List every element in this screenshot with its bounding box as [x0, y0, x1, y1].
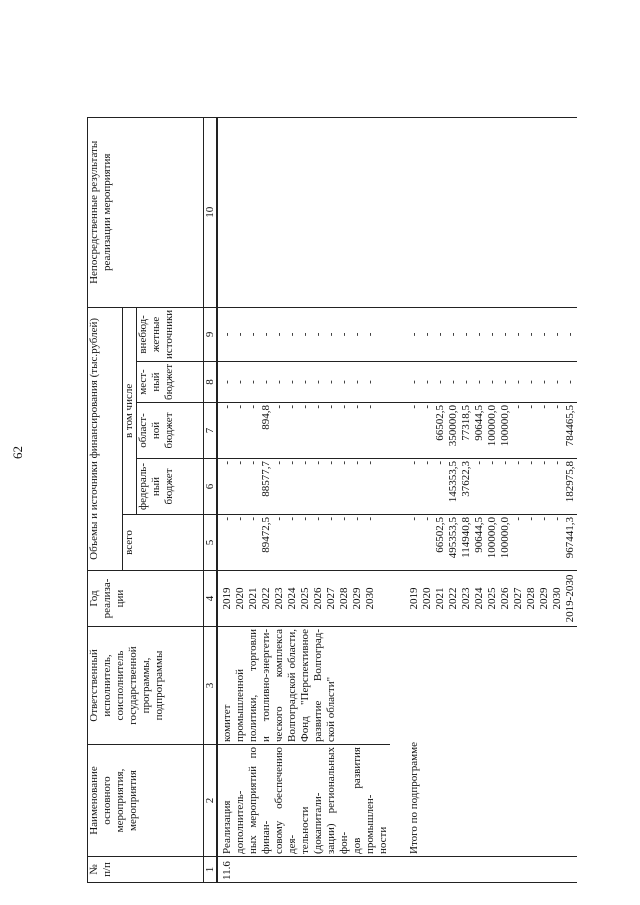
- cell-line: -: [434, 332, 446, 337]
- cell-line: политики, торговли: [247, 629, 259, 742]
- header-regional: област-ной бюджет: [137, 403, 204, 459]
- cell-line: -: [364, 517, 376, 521]
- cell-line: развитие Волгоград-: [312, 629, 324, 742]
- cell-line: -: [273, 405, 285, 409]
- header-federal: федераль-ный бюджет: [137, 459, 204, 515]
- cell-line: 2024: [286, 587, 298, 610]
- cell-line: комитет промышленной: [221, 668, 246, 742]
- federal-values: [217, 459, 390, 515]
- cell-line: -: [234, 517, 246, 521]
- cell-line: 2025: [486, 587, 498, 610]
- cell-line: -: [299, 332, 311, 337]
- cell-line: 2021: [247, 587, 259, 610]
- cell-line: -: [338, 405, 350, 409]
- cell-line: 894,8: [260, 405, 272, 430]
- cell-line: 2020: [234, 587, 246, 610]
- cell-line: 2027: [512, 587, 524, 610]
- cell-line: -: [364, 332, 376, 337]
- cell-line: -: [551, 332, 563, 337]
- cell-line: Волгоградской области,: [286, 629, 298, 742]
- header-results: Непосредственные результаты реализации мероприятия: [88, 117, 204, 307]
- cell-line: -: [234, 405, 246, 409]
- cell-line: -: [234, 332, 246, 337]
- cell-line: 495353,5: [447, 517, 459, 559]
- header-num: № п/п: [88, 857, 204, 883]
- cell-line: -: [299, 405, 311, 409]
- cell-line: -: [221, 332, 233, 337]
- cell-line: 2027: [325, 587, 337, 610]
- cell-line: 2022: [260, 587, 272, 610]
- cell-line: -: [525, 405, 537, 409]
- cell-line: 88577,7: [260, 461, 272, 497]
- cell-line: -: [325, 332, 337, 337]
- cell-line: -: [538, 332, 550, 337]
- cell-line: -: [234, 380, 246, 384]
- cell-line: -: [247, 517, 259, 521]
- cell-line: 90644,5: [473, 405, 485, 441]
- cell-line: Реализация дополнитель-: [221, 790, 246, 854]
- cell-line: -: [234, 461, 246, 465]
- cell-line: -: [486, 380, 498, 384]
- cell-line: -: [538, 517, 550, 521]
- header-funding: Объемы и источники финансирования (тыс.рублей): [88, 307, 123, 570]
- col-index: 5: [204, 515, 218, 571]
- cell-line: 100000,0: [486, 517, 498, 559]
- column-index-row: [204, 117, 218, 882]
- cell-line: -: [421, 461, 433, 465]
- cell-line: -: [499, 380, 511, 384]
- cell-line: -: [286, 380, 298, 384]
- cell-line: -: [512, 332, 524, 337]
- cell-line: -: [447, 332, 459, 337]
- cell-line: -: [286, 517, 298, 521]
- cell-line: тельности (докапитали-: [299, 792, 324, 854]
- cell-line: 2023: [273, 587, 285, 610]
- cell-line: -: [325, 517, 337, 521]
- cell-line: Фонд "Перспективное: [299, 629, 311, 742]
- cell-line: -: [473, 380, 485, 384]
- cell-line: -: [351, 405, 363, 409]
- cell-line: -: [434, 461, 446, 465]
- cell-line: -: [312, 405, 324, 409]
- cell-line: -: [221, 461, 233, 465]
- cell-line: -: [473, 332, 485, 337]
- header-incl: в том числе: [123, 307, 137, 514]
- col-index: 3: [204, 627, 218, 745]
- cell-line: -: [408, 380, 420, 384]
- cell-line: 2029: [351, 587, 363, 610]
- cell-line: дов развития промышлен-: [351, 747, 376, 854]
- cell-line: -: [364, 461, 376, 465]
- col-index: 1: [204, 857, 218, 883]
- cell-line: -: [364, 405, 376, 409]
- cell-line: 2022: [447, 587, 459, 610]
- cell-line: 2026: [499, 587, 511, 610]
- cell-line: совому обеспечению дея-: [273, 747, 298, 854]
- header-name: Наименование основного мероприятия, мероприятия: [88, 745, 204, 857]
- cell-line: -: [286, 461, 298, 465]
- cell-line: -: [299, 517, 311, 521]
- cell-line: -: [525, 332, 537, 337]
- header-local: мест-ный бюджет: [137, 362, 204, 403]
- cell-line: 145353,5: [447, 461, 459, 503]
- local-values: [390, 362, 577, 403]
- financing-table: [87, 117, 577, 883]
- cell-line: 2030: [551, 587, 563, 610]
- cell-line: -: [512, 405, 524, 409]
- cell-line: -: [338, 332, 350, 337]
- cell-line: и топливно-энергети-: [260, 629, 272, 742]
- cell-line: -: [351, 332, 363, 337]
- regional-values: [390, 403, 577, 459]
- extra-values: [217, 307, 390, 361]
- cell-line: -: [273, 380, 285, 384]
- cell-line: -: [221, 380, 233, 384]
- cell-line: -: [325, 380, 337, 384]
- cell-line: -: [512, 380, 524, 384]
- cell-line: -: [564, 332, 576, 337]
- cell-line: -: [299, 461, 311, 465]
- total-values: [390, 515, 577, 571]
- cell-line: 2025: [299, 587, 311, 610]
- cell-line: -: [338, 380, 350, 384]
- cell-line: -: [551, 517, 563, 521]
- cell-line: -: [312, 517, 324, 521]
- regional-values: [217, 403, 390, 459]
- cell-line: -: [525, 380, 537, 384]
- cell-line: -: [312, 461, 324, 465]
- total-label: Итого по подпрограмме: [390, 627, 577, 857]
- cell-line: -: [221, 405, 233, 409]
- cell-line: 37622,3: [460, 461, 472, 497]
- cell-line: -: [312, 332, 324, 337]
- cell-line: -: [538, 405, 550, 409]
- cell-line: -: [421, 517, 433, 521]
- cell-line: 2029: [538, 587, 550, 610]
- cell-line: -: [351, 461, 363, 465]
- cell-line: -: [525, 517, 537, 521]
- row-num: 11.6: [217, 857, 390, 883]
- cell-line: 89472,5: [260, 517, 272, 553]
- cell-line: -: [460, 332, 472, 337]
- local-values: [217, 362, 390, 403]
- cell-line: -: [408, 405, 420, 409]
- cell-line: -: [273, 461, 285, 465]
- cell-line: ности: [377, 826, 389, 854]
- cell-line: 2024: [473, 587, 485, 610]
- cell-line: 2026: [312, 587, 324, 610]
- cell-line: -: [538, 380, 550, 384]
- cell-line: 2023: [460, 587, 472, 610]
- cell-line: 100000,0: [499, 517, 511, 559]
- cell-line: -: [551, 461, 563, 465]
- cell-line: -: [512, 461, 524, 465]
- cell-line: -: [460, 380, 472, 384]
- federal-values: [390, 459, 577, 515]
- total-values: [217, 515, 390, 571]
- col-index: 6: [204, 459, 218, 515]
- cell-line: -: [247, 461, 259, 465]
- page-number: 62: [10, 446, 25, 459]
- cell-line: -: [351, 380, 363, 384]
- years: [390, 571, 577, 627]
- cell-line: 350000,0: [447, 405, 459, 447]
- cell-line: 2021: [434, 587, 446, 610]
- cell-line: -: [247, 380, 259, 384]
- cell-line: -: [421, 405, 433, 409]
- cell-line: 2028: [338, 587, 350, 610]
- cell-line: 182975,8: [564, 461, 576, 503]
- cell-line: -: [364, 380, 376, 384]
- row-11-6: [217, 117, 390, 882]
- cell-line: 114940,8: [460, 517, 472, 558]
- cell-line: 2019: [221, 587, 233, 610]
- cell-line: -: [408, 332, 420, 337]
- cell-line: -: [260, 380, 272, 384]
- header-total: всего: [123, 515, 204, 571]
- header-year: Год реализа-ции: [88, 571, 204, 627]
- cell-line: -: [434, 380, 446, 384]
- cell-line: -: [421, 380, 433, 384]
- results-cell: [217, 117, 390, 307]
- executor: [217, 627, 390, 745]
- header-extra: внебюд-жетные источники: [137, 307, 204, 361]
- cell-line: -: [325, 405, 337, 409]
- results-cell: [390, 117, 577, 307]
- cell-line: -: [299, 380, 311, 384]
- cell-line: -: [273, 517, 285, 521]
- cell-line: -: [486, 332, 498, 337]
- cell-line: 2019: [408, 587, 420, 610]
- cell-line: -: [551, 380, 563, 384]
- row-num-empty: [390, 857, 577, 883]
- cell-line: -: [286, 332, 298, 337]
- row-total: [390, 117, 577, 882]
- cell-line: -: [351, 517, 363, 521]
- cell-line: 100000,0: [499, 405, 511, 447]
- cell-line: -: [408, 517, 420, 521]
- cell-line: 784465,5: [564, 405, 576, 447]
- cell-line: 66502,5: [434, 517, 446, 553]
- cell-line: -: [421, 332, 433, 337]
- cell-line: -: [247, 332, 259, 337]
- col-index: 4: [204, 571, 218, 627]
- cell-line: 2030: [364, 587, 376, 610]
- cell-line: -: [260, 332, 272, 337]
- cell-line: 77318,5: [460, 405, 472, 441]
- cell-line: 100000,0: [486, 405, 498, 447]
- cell-line: -: [525, 461, 537, 465]
- cell-line: -: [486, 461, 498, 465]
- cell-line: -: [512, 517, 524, 521]
- col-index: 8: [204, 362, 218, 403]
- cell-line: -: [286, 405, 298, 409]
- header-executor: Ответственный исполнитель, соисполнитель государственной программы, подпрограммы: [88, 627, 204, 745]
- cell-line: 967441,3: [564, 517, 576, 559]
- cell-line: 90644,5: [473, 517, 485, 553]
- extra-values: [390, 307, 577, 361]
- cell-line: -: [564, 380, 576, 384]
- measure-name: [217, 745, 390, 857]
- cell-line: -: [273, 332, 285, 337]
- cell-line: ской области": [325, 676, 337, 742]
- cell-line: -: [499, 461, 511, 465]
- cell-line: 2019-2030: [564, 574, 576, 623]
- cell-line: -: [312, 380, 324, 384]
- cell-line: -: [408, 461, 420, 465]
- cell-line: 66502,5: [434, 405, 446, 441]
- cell-line: зации) региональных фон-: [325, 747, 350, 854]
- cell-line: 2020: [421, 587, 433, 610]
- cell-line: -: [338, 461, 350, 465]
- cell-line: -: [499, 332, 511, 337]
- cell-line: ных мероприятий по финан-: [247, 747, 272, 854]
- col-index: 9: [204, 307, 218, 361]
- col-index: 7: [204, 403, 218, 459]
- cell-line: ческого комплекса: [273, 629, 285, 742]
- years: [217, 571, 390, 627]
- cell-line: -: [473, 461, 485, 465]
- col-index: 10: [204, 117, 218, 307]
- cell-line: -: [325, 461, 337, 465]
- cell-line: -: [338, 517, 350, 521]
- cell-line: -: [551, 405, 563, 409]
- cell-line: 2028: [525, 587, 537, 610]
- col-index: 2: [204, 745, 218, 857]
- cell-line: -: [247, 405, 259, 409]
- cell-line: -: [447, 380, 459, 384]
- cell-line: -: [221, 517, 233, 521]
- cell-line: -: [538, 461, 550, 465]
